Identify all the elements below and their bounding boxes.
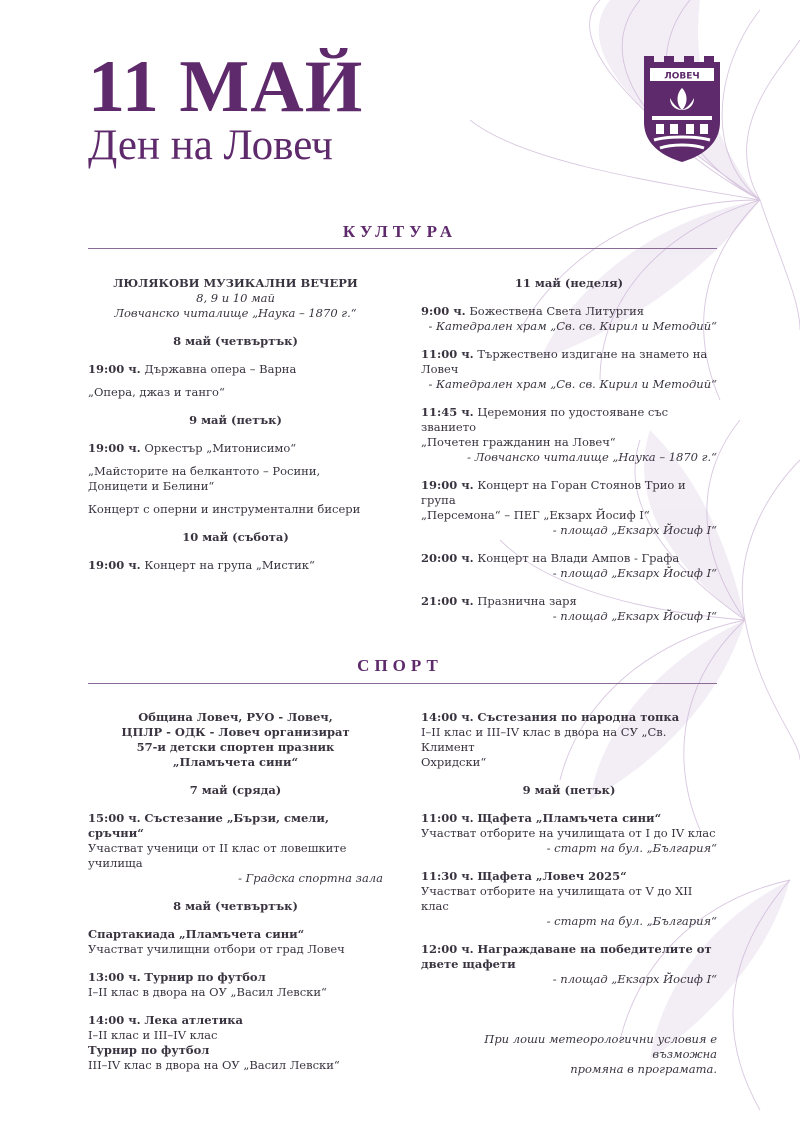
event-line: 19:00 ч. Оркестър „Митонисимо“ (88, 441, 297, 455)
culture-divider (88, 248, 717, 249)
event-line-cont: „Персемона“ – ПЕГ „Екзарх Йосиф I“ (421, 508, 650, 522)
event-line: Спартакиада „Пламъчета сини“ (88, 927, 305, 941)
event-line: 19:00 ч. Концерт на група „Мистик“ (88, 558, 315, 572)
event-place: - Катедрален храм „Св. св. Кирил и Методий“ (428, 377, 717, 391)
culture-heading: КУЛТУРА (342, 222, 458, 241)
event-subtitle: III–IV клас в двора на ОУ „Васил Левски“ (88, 1058, 340, 1072)
event-place: - площад „Екзарх Йосиф I“ (552, 972, 717, 986)
event-subtitle: I–II клас и III–IV клас в двора на СУ „Св. Климент (421, 725, 667, 754)
day-heading: 10 май (събота) (182, 530, 289, 544)
day-heading: 11 май (неделя) (514, 276, 624, 290)
event-line: 14:00 ч. Състезания по народна топка (421, 710, 680, 724)
event-line: 20:00 ч. Концерт на Влади Ампов - Графа (421, 551, 680, 565)
event-place: - Катедрален храм „Св. св. Кирил и Методий“ (428, 319, 717, 333)
lovech-coat-of-arms (640, 52, 724, 164)
festival-title: ЛЮЛЯКОВИ МУЗИКАЛНИ ВЕЧЕРИ (113, 276, 358, 290)
event-subtitle: Участват ученици от II клас от ловешките (88, 841, 347, 855)
event-subtitle: Доницети и Белини“ (88, 479, 215, 493)
event-subtitle: Участват отборите на училищата от I до IV клас (421, 826, 716, 840)
weather-note-line: При лоши метеорологични условия е възможна (484, 1032, 717, 1061)
event-line-cont: двете щафети (421, 957, 516, 971)
sport-divider (88, 683, 717, 684)
sport-intro: ЦПЛР - ОДК - Ловеч организират (121, 725, 350, 739)
festival-dates: 8, 9 и 10 май (196, 291, 275, 305)
event-line: 19:00 ч. Държавна опера – Варна (88, 362, 297, 376)
event-line: 12:00 ч. Награждаване на победителите от (421, 942, 712, 956)
culture-left-column (88, 276, 383, 573)
event-subtitle: „Опера, джаз и танго“ (88, 385, 225, 399)
weather-note (430, 1032, 717, 1077)
sport-intro: Община Ловеч, РУО - Ловеч, (138, 710, 333, 724)
event-subtitle: училища (88, 856, 143, 870)
culture-right-column (421, 276, 717, 624)
event-line: Турнир по футбол (88, 1043, 210, 1057)
day-heading: 9 май (петък) (522, 783, 616, 797)
event-place: - старт на бул. „България“ (546, 914, 717, 928)
event-line: 21:00 ч. Празнична заря (421, 594, 577, 608)
event-line: 11:45 ч. Церемония по удостояване със званието (421, 405, 669, 434)
event-place: - площад „Екзарх Йосиф I“ (552, 523, 717, 537)
day-heading: 8 май (четвъртък) (173, 334, 298, 348)
sport-left-column (88, 710, 383, 1073)
page-subtitle: Ден на Ловеч (88, 122, 333, 169)
event-line: 11:00 ч. Щафета „Пламъчета сини“ (421, 811, 662, 825)
event-place: - площад „Екзарх Йосиф I“ (552, 566, 717, 580)
event-subtitle: Охридски“ (421, 755, 487, 769)
weather-note-line: промяна в програмата. (570, 1062, 717, 1076)
sport-right-column (421, 710, 717, 987)
event-line: 9:00 ч. Божествена Света Литургия (421, 304, 645, 318)
day-heading: 8 май (четвъртък) (173, 899, 298, 913)
event-subtitle: Участват отборите на училищата от V до XII клас (421, 884, 693, 913)
sport-intro: 57-и детски спортен празник (136, 740, 335, 754)
event-place: - площад „Екзарх Йосиф I“ (552, 609, 717, 623)
event-subtitle: I–II клас в двора на ОУ „Васил Левски“ (88, 985, 327, 999)
event-subtitle: „Майсторите на белкантото – Росини, (88, 464, 321, 478)
event-line: 15:00 ч. Състезание „Бързи, смели, сръчни“ (88, 811, 329, 840)
festival-place: Ловчанско читалище „Наука – 1870 г.“ (114, 306, 357, 320)
page-title: 11 МАЙ (88, 46, 364, 128)
event-line: 19:00 ч. Концерт на Горан Стоянов Трио и група (421, 478, 686, 507)
event-subtitle: I–II клас и III–IV клас (88, 1028, 218, 1042)
day-heading: 7 май (сряда) (189, 783, 282, 797)
event-place: - Градска спортна зала (238, 871, 383, 885)
event-line: 11:30 ч. Щафета „Ловеч 2025“ (421, 869, 627, 883)
event-line: 14:00 ч. Лека атлетика (88, 1013, 244, 1027)
event-description: Концерт с оперни и инструментални бисери (88, 502, 361, 516)
event-line-cont: „Почетен гражданин на Ловеч“ (421, 435, 616, 449)
event-line: 11:00 ч. Тържествено издигане на знамето на (421, 347, 708, 361)
sport-heading: СПОРТ (357, 656, 443, 675)
sport-intro: „Пламъчета сини“ (172, 755, 299, 769)
event-line: 13:00 ч. Турнир по футбол (88, 970, 266, 984)
crest-label: ЛОВЕЧ (664, 71, 700, 82)
event-line-cont: Ловеч (421, 362, 459, 376)
event-subtitle: Участват училищни отбори от град Ловеч (88, 942, 345, 956)
event-place: - Ловчанско читалище „Наука – 1870 г.“ (467, 450, 717, 464)
day-heading: 9 май (петък) (189, 413, 282, 427)
event-place: - старт на бул. „България“ (546, 841, 717, 855)
